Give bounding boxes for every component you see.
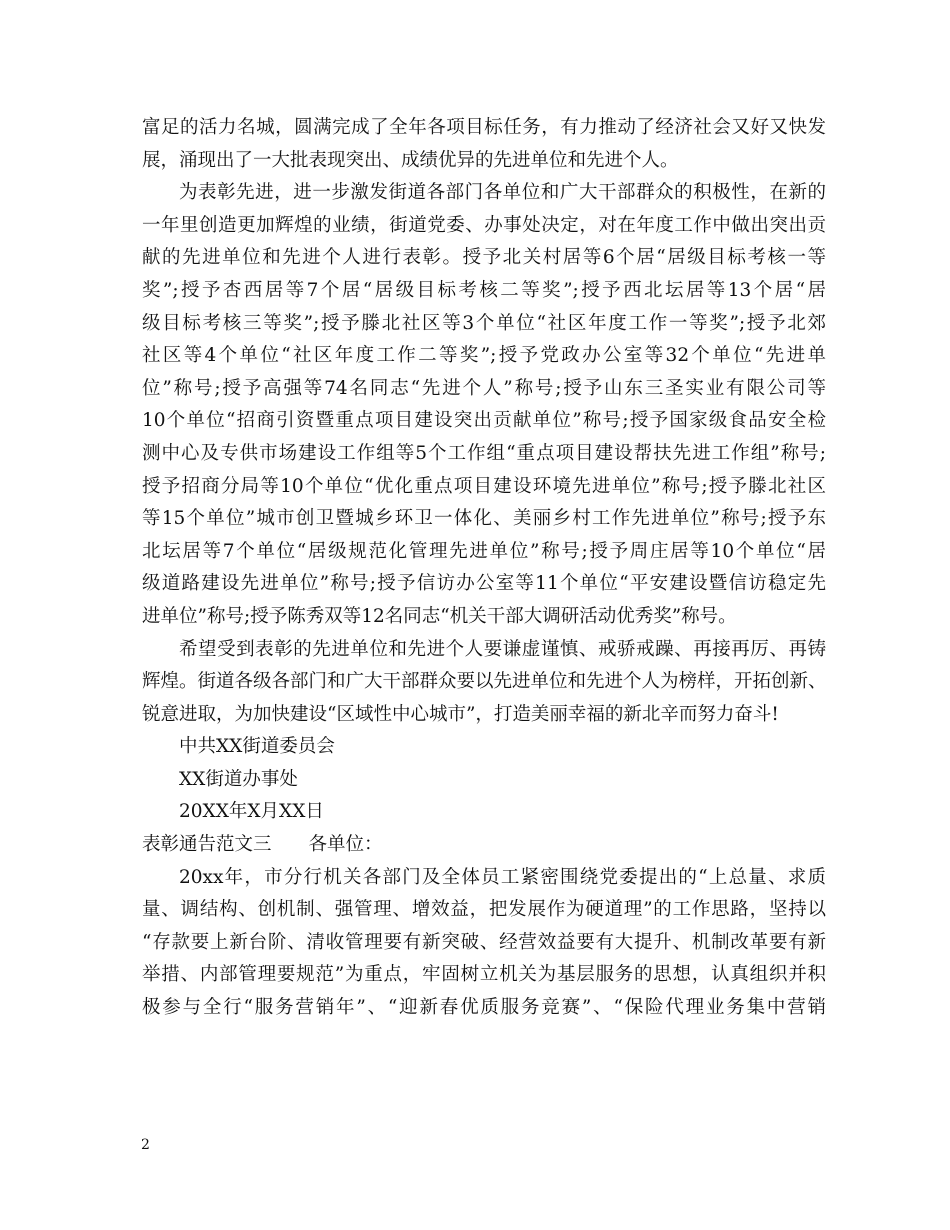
text-line: 献的先进单位和先进个人进行表彰。授予北关村居等6个居“居级目标考核一等 <box>142 247 826 269</box>
page-number: 2 <box>141 1137 150 1153</box>
text-line: 希望受到表彰的先进单位和先进个人要谦虚谨慎、戒骄戒躁、再接再厉、再铸 <box>179 638 826 660</box>
signature-date: 20XX年X月XX日 <box>179 801 324 823</box>
text-line: 展，涌现出了一大批表现突出、成绩优异的先进单位和先进个人。 <box>142 149 679 171</box>
text-line: 一年里创造更加辉煌的业绩，街道党委、办事处决定，对在年度工作中做出突出贡 <box>142 214 826 236</box>
text-line: 举措、内部管理要规范”为重点，牢固树立机关为基层服务的思想，认真组织并积 <box>142 964 826 986</box>
text-line: 10个单位“招商引资暨重点项目建设突出贡献单位”称号;授予国家级食品安全检 <box>142 410 826 432</box>
text-line: 辉煌。街道各级各部门和广大干部群众要以先进单位和先进个人为榜样，开拓创新、 <box>142 671 827 693</box>
section-heading: 表彰通告范文三 各单位： <box>142 834 383 856</box>
document-body <box>142 112 826 1025</box>
text-line: 级道路建设先进单位”称号;授予信访办公室等11个单位“平安建设暨信访稳定先 <box>142 573 826 595</box>
text-line: “存款要上新台阶、清收管理要有新突破、经营效益要有大提升、机制改革要有新 <box>142 931 826 953</box>
text-line: 富足的活力名城，圆满完成了全年各项目标任务，有力推动了经济社会又好又快发 <box>142 117 826 138</box>
text-line: 极参与全行“服务营销年”、“迎新春优质服务竞赛”、“保险代理业务集中营销 <box>142 997 826 1019</box>
text-line: 级目标考核三等奖”;授予滕北社区等3个单位“社区年度工作一等奖”;授予北郊 <box>142 312 826 334</box>
text-line: 量、调结构、创机制、强管理、增效益，把发展作为硬道理”的工作思路，坚持以 <box>142 899 826 921</box>
text-line: 20xx年，市分行机关各部门及全体员工紧密围绕党委提出的“上总量、求质 <box>179 866 826 888</box>
text-line: 授予招商分局等10个单位“优化重点项目建设环境先进单位”称号;授予滕北社区 <box>142 475 826 497</box>
text-line: 锐意进取，为加快建设“区域性中心城市”，打造美丽幸福的新北辛而努力奋斗! <box>142 703 779 725</box>
text-line: 测中心及专供市场建设工作组等5个工作组“重点项目建设帮扶先进工作组”称号; <box>142 442 826 464</box>
text-line: 进单位”称号;授予陈秀双等12名同志“机关干部大调研活动优秀奖”称号。 <box>142 605 737 627</box>
signature-committee: 中共XX街道委员会 <box>179 736 335 758</box>
text-line: 等15个单位”城市创卫暨城乡环卫一体化、美丽乡村工作先进单位”称号;授予东 <box>142 508 826 530</box>
text-line: 为表彰先进，进一步激发街道各部门各单位和广大干部群众的积极性，在新的 <box>179 182 826 204</box>
text-line: 社区等4个单位“社区年度工作二等奖”;授予党政办公室等32个单位“先进单 <box>142 345 826 367</box>
text-line: 位”称号;授予高强等74名同志“先进个人”称号;授予山东三圣实业有限公司等 <box>142 377 826 399</box>
signature-office: XX街道办事处 <box>179 768 298 790</box>
text-line: 北坛居等7个单位“居级规范化管理先进单位”称号;授予周庄居等10个单位“居 <box>142 540 826 562</box>
text-line: 奖”;授予杏西居等7个居“居级目标考核二等奖”;授予西北坛居等13个居“居 <box>142 279 826 301</box>
